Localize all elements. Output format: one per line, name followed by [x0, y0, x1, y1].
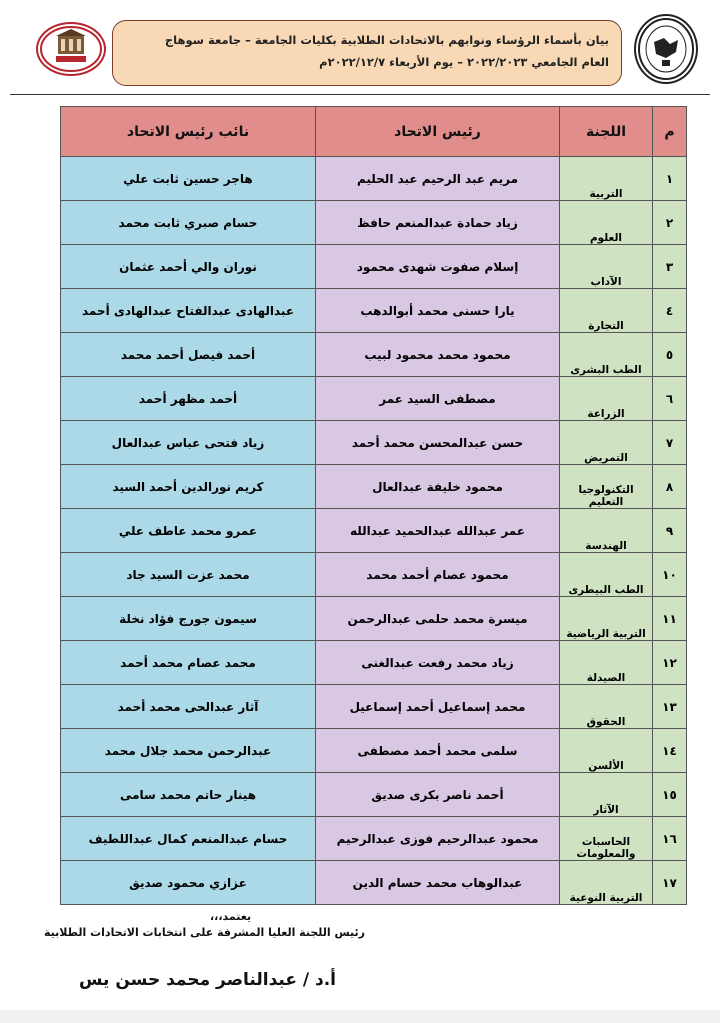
row-number: ١٤: [653, 729, 687, 773]
row-number: ٧: [653, 421, 687, 465]
committee-name: التربية: [560, 157, 653, 201]
vice-president-name: عبدالرحمن محمد جلال محمد: [61, 729, 316, 773]
row-number: ٦: [653, 377, 687, 421]
vice-president-name: هينار حاتم محمد سامى: [61, 773, 316, 817]
committee-name: التجارة: [560, 289, 653, 333]
table-row: [61, 201, 687, 245]
committee-name: الآداب: [560, 245, 653, 289]
table-row: [61, 685, 687, 729]
header-vice: نائب رئيس الاتحاد: [61, 107, 316, 157]
row-number: ١٠: [653, 553, 687, 597]
table-row: [61, 245, 687, 289]
table-row: [61, 553, 687, 597]
row-number: ٣: [653, 245, 687, 289]
committee-name: الطب البيطرى: [560, 553, 653, 597]
row-number: ٩: [653, 509, 687, 553]
row-number: ١١: [653, 597, 687, 641]
committee-chair-title: رئيس اللجنة العليا المشرفة على انتخابات الاتحادات الطلابية: [44, 926, 365, 939]
union-leaders-table: [60, 106, 687, 905]
header-num: م: [653, 107, 687, 157]
president-name: ميسرة محمد حلمى عبدالرحمن: [316, 597, 560, 641]
president-name: زياد محمد رفعت عبدالغنى: [316, 641, 560, 685]
table-row: [61, 729, 687, 773]
row-number: ١٣: [653, 685, 687, 729]
president-name: مصطفى السيد عمر: [316, 377, 560, 421]
vice-president-name: أحمد مظهر أحمد: [61, 377, 316, 421]
committee-name: الألسن: [560, 729, 653, 773]
header-title: بيان بأسماء الرؤساء ونوابهم بالاتحادات الطلابية بكليات الجامعة – جامعة سوهاج: [164, 33, 609, 47]
committee-name: الطب البشرى: [560, 333, 653, 377]
president-name: أحمد ناصر بكرى صديق: [316, 773, 560, 817]
committee-name: التربية الرياضية: [560, 597, 653, 641]
signatory-name: أ.د / عبدالناصر محمد حسن يس: [79, 970, 336, 990]
committee-name: الزراعة: [560, 377, 653, 421]
president-name: محمود محمد محمود لبيب: [316, 333, 560, 377]
committee-name: الحاسبات والمعلومات: [560, 817, 653, 861]
table-row: [61, 465, 687, 509]
row-number: ١٥: [653, 773, 687, 817]
table-row: [61, 333, 687, 377]
row-number: ١٢: [653, 641, 687, 685]
row-number: ٥: [653, 333, 687, 377]
vice-president-name: نوران والي أحمد عثمان: [61, 245, 316, 289]
row-number: ١: [653, 157, 687, 201]
president-name: إسلام صفوت شهدى محمود: [316, 245, 560, 289]
header-president: رئيس الاتحاد: [316, 107, 560, 157]
president-name: عبدالوهاب محمد حسام الدين: [316, 861, 560, 905]
committee-name: التكنولوجيا التعليم: [560, 465, 653, 509]
table-row: [61, 641, 687, 685]
president-name: حسن عبدالمحسن محمد أحمد: [316, 421, 560, 465]
table-row: [61, 773, 687, 817]
table-row: [61, 157, 687, 201]
vice-president-name: حسام عبدالمنعم كمال عبداللطيف: [61, 817, 316, 861]
header-subtitle: العام الجامعي ٢٠٢٢/٢٠٢٣ – يوم الأربعاء ٢٠٢٢/١٢/٧م: [319, 55, 609, 69]
president-name: محمود عصام أحمد محمد: [316, 553, 560, 597]
table-row: [61, 861, 687, 905]
committee-name: التربية النوعية: [560, 861, 653, 905]
president-name: مريم عبد الرحيم عبد الحليم: [316, 157, 560, 201]
row-number: ١٦: [653, 817, 687, 861]
vice-president-name: سيمون جورج فؤاد نخلة: [61, 597, 316, 641]
row-number: ٤: [653, 289, 687, 333]
vice-president-name: زياد فتحى عباس عبدالعال: [61, 421, 316, 465]
president-name: محمود خليفة عبدالعال: [316, 465, 560, 509]
vice-president-name: كريم نورالدين أحمد السيد: [61, 465, 316, 509]
vice-president-name: محمد عزت السيد جاد: [61, 553, 316, 597]
approval-note: يعتمد،،،: [210, 910, 252, 923]
table-row: [61, 509, 687, 553]
vice-president-name: عبدالهادى عبدالفتاح عبدالهادى أحمد: [61, 289, 316, 333]
row-number: ٢: [653, 201, 687, 245]
table-row: [61, 597, 687, 641]
table-header-row: [61, 107, 687, 157]
vice-president-name: محمد عصام محمد أحمد: [61, 641, 316, 685]
faculty-logo-icon: [634, 14, 698, 84]
president-name: زياد حمادة عبدالمنعم حافظ: [316, 201, 560, 245]
row-number: ١٧: [653, 861, 687, 905]
table-row: [61, 421, 687, 465]
president-name: سلمى محمد أحمد مصطفى: [316, 729, 560, 773]
row-number: ٨: [653, 465, 687, 509]
vice-president-name: أحمد فيصل أحمد محمد: [61, 333, 316, 377]
committee-name: الصيدلة: [560, 641, 653, 685]
president-name: يارا حسنى محمد أبوالدهب: [316, 289, 560, 333]
vice-president-name: عزازي محمود صديق: [61, 861, 316, 905]
table-row: [61, 377, 687, 421]
president-name: محمد إسماعيل أحمد إسماعيل: [316, 685, 560, 729]
vice-president-name: حسام صبري ثابت محمد: [61, 201, 316, 245]
committee-name: الآثار: [560, 773, 653, 817]
table-row: [61, 817, 687, 861]
president-name: عمر عبدالله عبدالحميد عبدالله: [316, 509, 560, 553]
committee-name: التمريض: [560, 421, 653, 465]
committee-name: الحقوق: [560, 685, 653, 729]
committee-name: الهندسة: [560, 509, 653, 553]
header-divider: [10, 94, 710, 95]
university-logo-icon: [36, 22, 106, 76]
vice-president-name: عمرو محمد عاطف علي: [61, 509, 316, 553]
table-row: [61, 289, 687, 333]
header-banner: [112, 20, 622, 86]
committee-name: العلوم: [560, 201, 653, 245]
vice-president-name: آثار عبدالحى محمد أحمد: [61, 685, 316, 729]
vice-president-name: هاجر حسين ثابت علي: [61, 157, 316, 201]
header-committee: اللجنة: [560, 107, 653, 157]
president-name: محمود عبدالرحيم فوزى عبدالرحيم: [316, 817, 560, 861]
